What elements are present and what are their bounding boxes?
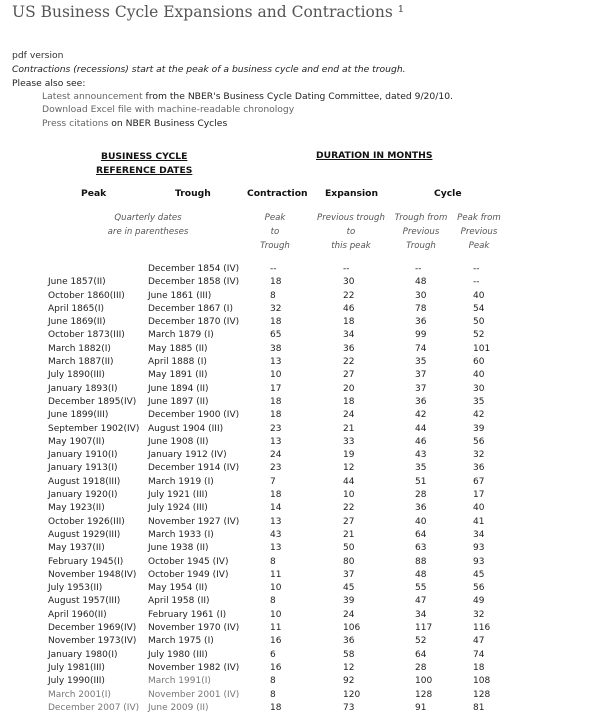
cycle-peak-cell: -- [473, 277, 480, 288]
peak-cell: January 1913(I) [48, 463, 118, 474]
expansion-cell: 46 [343, 303, 355, 314]
cycle-trough-cell: 46 [415, 436, 427, 447]
cycle-peak-cell: 93 [473, 543, 485, 554]
peak-cell: July 1890(III) [48, 370, 105, 381]
table-row [0, 396, 603, 409]
expansion-cell: 50 [343, 543, 355, 554]
peak-cell: July 1953(II) [48, 583, 103, 594]
peak-cell: January 1980(I) [48, 649, 118, 660]
contraction-cell: 10 [270, 370, 282, 381]
trough-cell: December 1867 (I) [148, 303, 233, 314]
reference-dates-header [96, 150, 192, 178]
expansion-cell: 24 [343, 410, 355, 421]
table-row [0, 436, 603, 449]
contraction-cell: 11 [270, 569, 282, 580]
trough-cell: May 1885 (II) [148, 343, 208, 354]
cycle-peak-cell: 18 [473, 662, 485, 673]
contraction-cell: 8 [270, 596, 276, 607]
cycle-trough-cell: 74 [415, 343, 427, 354]
trough-cell: March 1933 (I) [148, 529, 214, 540]
table-row [0, 702, 603, 715]
peak-cell: December 1895(IV) [48, 396, 137, 407]
peak-from-previous-subheader [453, 211, 505, 253]
cycle-peak-cell: 56 [473, 436, 485, 447]
cycle-trough-cell: 44 [415, 423, 427, 434]
cycle-trough-cell: 91 [415, 702, 427, 713]
subheader-line: Peak [468, 241, 490, 251]
trough-cell[interactable]: March 1991(I) [148, 676, 211, 687]
cycle-peak-cell: 35 [473, 396, 485, 407]
contraction-cell: 18 [270, 396, 282, 407]
expansion-cell: 10 [343, 490, 355, 501]
contraction-cell: 11 [270, 623, 282, 634]
cycle-trough-cell: 36 [415, 317, 427, 328]
peak-cell: November 1948(IV) [48, 569, 137, 580]
contraction-cell: 8 [270, 556, 276, 567]
expansion-cell: 18 [343, 396, 355, 407]
contraction-cell: 16 [270, 662, 282, 673]
press-citations-link[interactable]: Press citations [42, 118, 109, 129]
expansion-cell: 12 [343, 463, 355, 474]
peak-cell: May 1923(II) [48, 503, 105, 514]
cycle-peak-cell: 42 [473, 410, 485, 421]
trough-cell: July 1924 (III) [148, 503, 208, 514]
peak-cell: February 1945(I) [48, 556, 124, 567]
table-row [0, 689, 603, 702]
table-row [0, 662, 603, 675]
trough-cell: April 1958 (II) [148, 596, 210, 607]
trough-cell: February 1961 (I) [148, 609, 227, 620]
subheader-line: Previous [402, 227, 440, 237]
table-row [0, 329, 603, 342]
peak-cell: August 1918(III) [48, 476, 121, 487]
contraction-cell: 18 [270, 317, 282, 328]
peak-cell: August 1929(III) [48, 529, 121, 540]
cycle-trough-cell: 51 [415, 476, 427, 487]
peak-cell: March 1882(I) [48, 343, 111, 354]
cycle-trough-cell: 63 [415, 543, 427, 554]
contraction-cell: 23 [270, 463, 282, 474]
table-row [0, 290, 603, 303]
trough-cell: June 1908 (II) [148, 436, 209, 447]
cycle-peak-cell: 54 [473, 303, 485, 314]
cycle-peak-cell: 47 [473, 636, 485, 647]
cycle-peak-cell: 49 [473, 596, 485, 607]
subheader-line: Trough [406, 241, 436, 251]
table-row [0, 649, 603, 662]
trough-cell: October 1945 (IV) [148, 556, 229, 567]
expansion-cell: 58 [343, 649, 355, 660]
cycle-peak-cell: 40 [473, 370, 485, 381]
cycle-trough-cell: 78 [415, 303, 427, 314]
cycle-trough-cell: 48 [415, 277, 427, 288]
trough-cell: June 1894 (II) [148, 383, 209, 394]
peak-cell[interactable]: March 2001(I) [48, 689, 111, 700]
table-row [0, 476, 603, 489]
cycle-trough-cell: 35 [415, 357, 427, 368]
cycle-trough-cell: 64 [415, 649, 427, 660]
cycle-trough-cell: 36 [415, 396, 427, 407]
cycle-peak-cell: 36 [473, 463, 485, 474]
cycle-trough-cell: 55 [415, 583, 427, 594]
subheader-line: are in parentheses [107, 227, 189, 237]
contraction-cell: 24 [270, 450, 282, 461]
peak-cell: June 1899(III) [48, 410, 109, 421]
peak-cell[interactable]: December 2007 (IV) [48, 702, 140, 713]
cycle-trough-cell: 117 [415, 623, 433, 634]
cycle-peak-cell: 41 [473, 516, 485, 527]
table-row [0, 462, 603, 475]
expansion-cell: 73 [343, 702, 355, 713]
peak-cell: December 1969(IV) [48, 623, 137, 634]
peak-cell: May 1907(II) [48, 436, 105, 447]
page-title: US Business Cycle Expansions and Contractions ¹ [12, 3, 404, 21]
subheader-line: this peak [331, 241, 371, 251]
subheader-line: to [346, 227, 356, 237]
table-row [0, 595, 603, 608]
see-also-item-text: from the NBER's Business Cycle Dating Committee, dated 9/20/10. [142, 91, 453, 102]
contraction-cell: 16 [270, 636, 282, 647]
cycle-peak-cell: 128 [473, 689, 491, 700]
expansion-cell: -- [343, 264, 350, 274]
table-row [0, 449, 603, 462]
contraction-cell: -- [270, 264, 277, 274]
cycle-peak-cell: 74 [473, 649, 485, 660]
cycle-trough-cell: 36 [415, 503, 427, 514]
trough-cell: August 1904 (III) [148, 423, 224, 434]
cycle-trough-cell: 28 [415, 490, 427, 501]
table-row [0, 343, 603, 356]
cycle-trough-cell: 37 [415, 383, 427, 394]
cycle-trough-cell: 42 [415, 410, 427, 421]
trough-cell: May 1891 (II) [148, 370, 208, 381]
peak-cell: April 1865(I) [48, 303, 105, 314]
cycle-peak-cell: 56 [473, 583, 485, 594]
table-row [0, 582, 603, 595]
subheader-line: Previous trough [317, 213, 385, 223]
contraction-cell: 17 [270, 383, 282, 394]
contraction-cell: 43 [270, 529, 282, 540]
contraction-cell: 13 [270, 543, 282, 554]
table-row [0, 609, 603, 622]
trough-cell: June 1897 (II) [148, 396, 209, 407]
trough-cell: January 1912 (IV) [148, 450, 227, 461]
quarterly-dates-note [98, 211, 198, 239]
expansion-cell: 30 [343, 277, 355, 288]
peak-cell: June 1869(II) [48, 317, 106, 328]
contraction-cell: 13 [270, 436, 282, 447]
peak-cell: August 1957(III) [48, 596, 121, 607]
cycle-trough-cell: 28 [415, 662, 427, 673]
cycle-peak-cell: 93 [473, 556, 485, 567]
expansion-cell: 27 [343, 516, 355, 527]
subheader-line: Quarterly dates [114, 213, 182, 223]
peak-to-trough-subheader [250, 211, 300, 253]
cycle-peak-cell: 108 [473, 676, 491, 687]
contraction-cell: 10 [270, 583, 282, 594]
cycle-column-header: Cycle [434, 188, 462, 199]
contraction-cell: 18 [270, 490, 282, 501]
peak-cell: January 1920(I) [48, 490, 118, 501]
expansion-cell: 33 [343, 436, 355, 447]
cycle-trough-cell: 47 [415, 596, 427, 607]
trough-cell: November 1982 (IV) [148, 662, 240, 673]
subheader-line: to [270, 227, 280, 237]
expansion-cell: 19 [343, 450, 355, 461]
expansion-cell: 21 [343, 423, 355, 434]
cycle-trough-cell: 99 [415, 330, 427, 341]
expansion-cell: 20 [343, 383, 355, 394]
pdf-version-link[interactable]: pdf version [12, 50, 64, 61]
peak-cell: October 1873(III) [48, 330, 125, 341]
table-row [0, 303, 603, 316]
cycle-trough-cell: -- [415, 264, 422, 274]
reference-dates-header-line2: REFERENCE DATES [96, 165, 193, 176]
table-row [0, 383, 603, 396]
expansion-column-header: Expansion [325, 188, 378, 199]
table-row [0, 556, 603, 569]
peak-cell: July 1990(III) [48, 676, 105, 687]
table-row [0, 489, 603, 502]
cycle-peak-cell: 116 [473, 623, 491, 634]
contraction-cell: 14 [270, 503, 282, 514]
subheader-line: Peak [264, 213, 286, 223]
contraction-cell: 8 [270, 676, 276, 687]
expansion-cell: 36 [343, 343, 355, 354]
table-row [0, 369, 603, 382]
recession-note: Contractions (recessions) start at the peak of a business cycle and end at the trough. [12, 64, 406, 75]
trough-cell: April 1888 (I) [148, 357, 207, 368]
contraction-cell: 23 [270, 423, 282, 434]
reference-dates-header-line1: BUSINESS CYCLE [100, 151, 188, 162]
trough-cell[interactable]: November 2001 (IV) [148, 689, 240, 700]
cycle-peak-cell: 81 [473, 702, 485, 713]
cycle-trough-cell: 128 [415, 689, 433, 700]
expansion-cell: 120 [343, 689, 361, 700]
trough-cell: June 1861 (III) [148, 290, 212, 301]
peak-cell: March 1887(II) [48, 357, 114, 368]
cycle-trough-cell: 40 [415, 516, 427, 527]
trough-cell: October 1949 (IV) [148, 569, 229, 580]
subheader-line: Previous [460, 227, 498, 237]
cycle-trough-cell: 30 [415, 290, 427, 301]
expansion-cell: 18 [343, 317, 355, 328]
trough-cell: March 1919 (I) [148, 476, 214, 487]
see-also-item [42, 104, 294, 115]
cycle-peak-cell: 17 [473, 490, 485, 501]
expansion-cell: 80 [343, 556, 355, 567]
see-also-item [42, 91, 453, 102]
subheader-line: Trough from [394, 213, 448, 223]
peak-cell: July 1981(III) [48, 662, 105, 673]
peak-column-header: Peak [81, 188, 107, 199]
see-also-label: Please also see: [12, 78, 86, 89]
expansion-cell: 92 [343, 676, 355, 687]
cycle-peak-cell: 34 [473, 529, 485, 540]
previous-trough-subheader [314, 211, 388, 253]
table-row [0, 263, 603, 276]
trough-cell: July 1921 (III) [148, 490, 208, 501]
peak-cell: October 1860(III) [48, 290, 125, 301]
cycle-trough-cell: 88 [415, 556, 427, 567]
expansion-cell: 21 [343, 529, 355, 540]
table-row [0, 276, 603, 289]
trough-cell: December 1900 (IV) [148, 410, 240, 421]
table-row [0, 622, 603, 635]
cycle-trough-cell: 64 [415, 529, 427, 540]
peak-cell: June 1857(II) [48, 277, 106, 288]
cycle-trough-cell: 37 [415, 370, 427, 381]
contraction-cell: 13 [270, 516, 282, 527]
contraction-cell: 18 [270, 277, 282, 288]
expansion-cell: 36 [343, 636, 355, 647]
cycle-trough-cell: 100 [415, 676, 433, 687]
expansion-cell: 106 [343, 623, 361, 634]
cycle-trough-cell: 52 [415, 636, 427, 647]
contraction-cell: 8 [270, 689, 276, 700]
table-row [0, 635, 603, 648]
trough-cell: March 1975 (I) [148, 636, 214, 647]
trough-cell[interactable]: June 2009 (II) [148, 702, 209, 713]
table-row [0, 356, 603, 369]
trough-cell: November 1927 (IV) [148, 516, 240, 527]
trough-cell: July 1980 (III) [148, 649, 208, 660]
business-cycle-table [0, 263, 603, 715]
download-excel-link[interactable]: Download Excel file with machine-readable chronology [42, 104, 295, 115]
expansion-cell: 34 [343, 330, 355, 341]
cycle-peak-cell: 101 [473, 343, 491, 354]
table-row [0, 569, 603, 582]
contraction-cell: 18 [270, 410, 282, 421]
cycle-peak-cell: 52 [473, 330, 485, 341]
trough-cell: March 1879 (I) [148, 330, 214, 341]
see-also-item [42, 118, 227, 129]
cycle-trough-cell: 43 [415, 450, 427, 461]
expansion-cell: 22 [343, 290, 355, 301]
peak-cell: May 1937(II) [48, 543, 105, 554]
contraction-cell: 8 [270, 290, 276, 301]
table-row [0, 409, 603, 422]
cycle-peak-cell: 40 [473, 290, 485, 301]
trough-cell: December 1854 (IV) [148, 264, 240, 274]
contraction-column-header: Contraction [247, 188, 308, 199]
trough-column-header: Trough [175, 188, 211, 199]
trough-cell: December 1914 (IV) [148, 463, 240, 474]
table-row [0, 423, 603, 436]
table-row [0, 675, 603, 688]
expansion-cell: 44 [343, 476, 355, 487]
expansion-cell: 24 [343, 609, 355, 620]
cycle-peak-cell: 39 [473, 423, 485, 434]
table-row [0, 516, 603, 529]
duration-header: DURATION IN MONTHS [316, 150, 433, 161]
cycle-peak-cell: 40 [473, 503, 485, 514]
cycle-peak-cell: 32 [473, 609, 485, 620]
contraction-cell: 32 [270, 303, 282, 314]
subheader-line: Peak from [457, 213, 501, 223]
contraction-cell: 18 [270, 702, 282, 713]
trough-cell: June 1938 (II) [148, 543, 209, 554]
see-also-item-text: on NBER Business Cycles [108, 118, 228, 129]
cycle-peak-cell: -- [473, 264, 480, 274]
peak-cell: November 1973(IV) [48, 636, 137, 647]
expansion-cell: 22 [343, 503, 355, 514]
contraction-cell: 13 [270, 357, 282, 368]
contraction-cell: 10 [270, 609, 282, 620]
trough-cell: November 1970 (IV) [148, 623, 240, 634]
table-row [0, 529, 603, 542]
trough-cell: May 1954 (II) [148, 583, 208, 594]
expansion-cell: 45 [343, 583, 355, 594]
cycle-peak-cell: 45 [473, 569, 485, 580]
peak-cell: April 1960(II) [48, 609, 107, 620]
table-row [0, 502, 603, 515]
cycle-peak-cell: 30 [473, 383, 485, 394]
contraction-cell: 6 [270, 649, 276, 660]
expansion-cell: 22 [343, 357, 355, 368]
cycle-trough-cell: 34 [415, 609, 427, 620]
peak-cell: January 1893(I) [48, 383, 118, 394]
contraction-cell: 38 [270, 343, 282, 354]
peak-cell: January 1910(I) [48, 450, 118, 461]
trough-cell: December 1870 (IV) [148, 317, 240, 328]
subheader-line: Trough [260, 241, 290, 251]
expansion-cell: 39 [343, 596, 355, 607]
trough-cell: December 1858 (IV) [148, 277, 240, 288]
cycle-trough-cell: 35 [415, 463, 427, 474]
cycle-peak-cell: 50 [473, 317, 485, 328]
expansion-cell: 37 [343, 569, 355, 580]
peak-cell: October 1926(III) [48, 516, 125, 527]
cycle-peak-cell: 32 [473, 450, 485, 461]
expansion-cell: 27 [343, 370, 355, 381]
cycle-peak-cell: 60 [473, 357, 485, 368]
expansion-cell: 12 [343, 662, 355, 673]
table-row [0, 542, 603, 555]
cycle-trough-cell: 48 [415, 569, 427, 580]
peak-cell: September 1902(IV) [48, 423, 140, 434]
trough-from-previous-subheader [391, 211, 451, 253]
latest-announcement-link[interactable]: Latest announcement [42, 91, 143, 102]
contraction-cell: 7 [270, 476, 276, 487]
cycle-peak-cell: 67 [473, 476, 485, 487]
contraction-cell: 65 [270, 330, 282, 341]
table-row [0, 316, 603, 329]
